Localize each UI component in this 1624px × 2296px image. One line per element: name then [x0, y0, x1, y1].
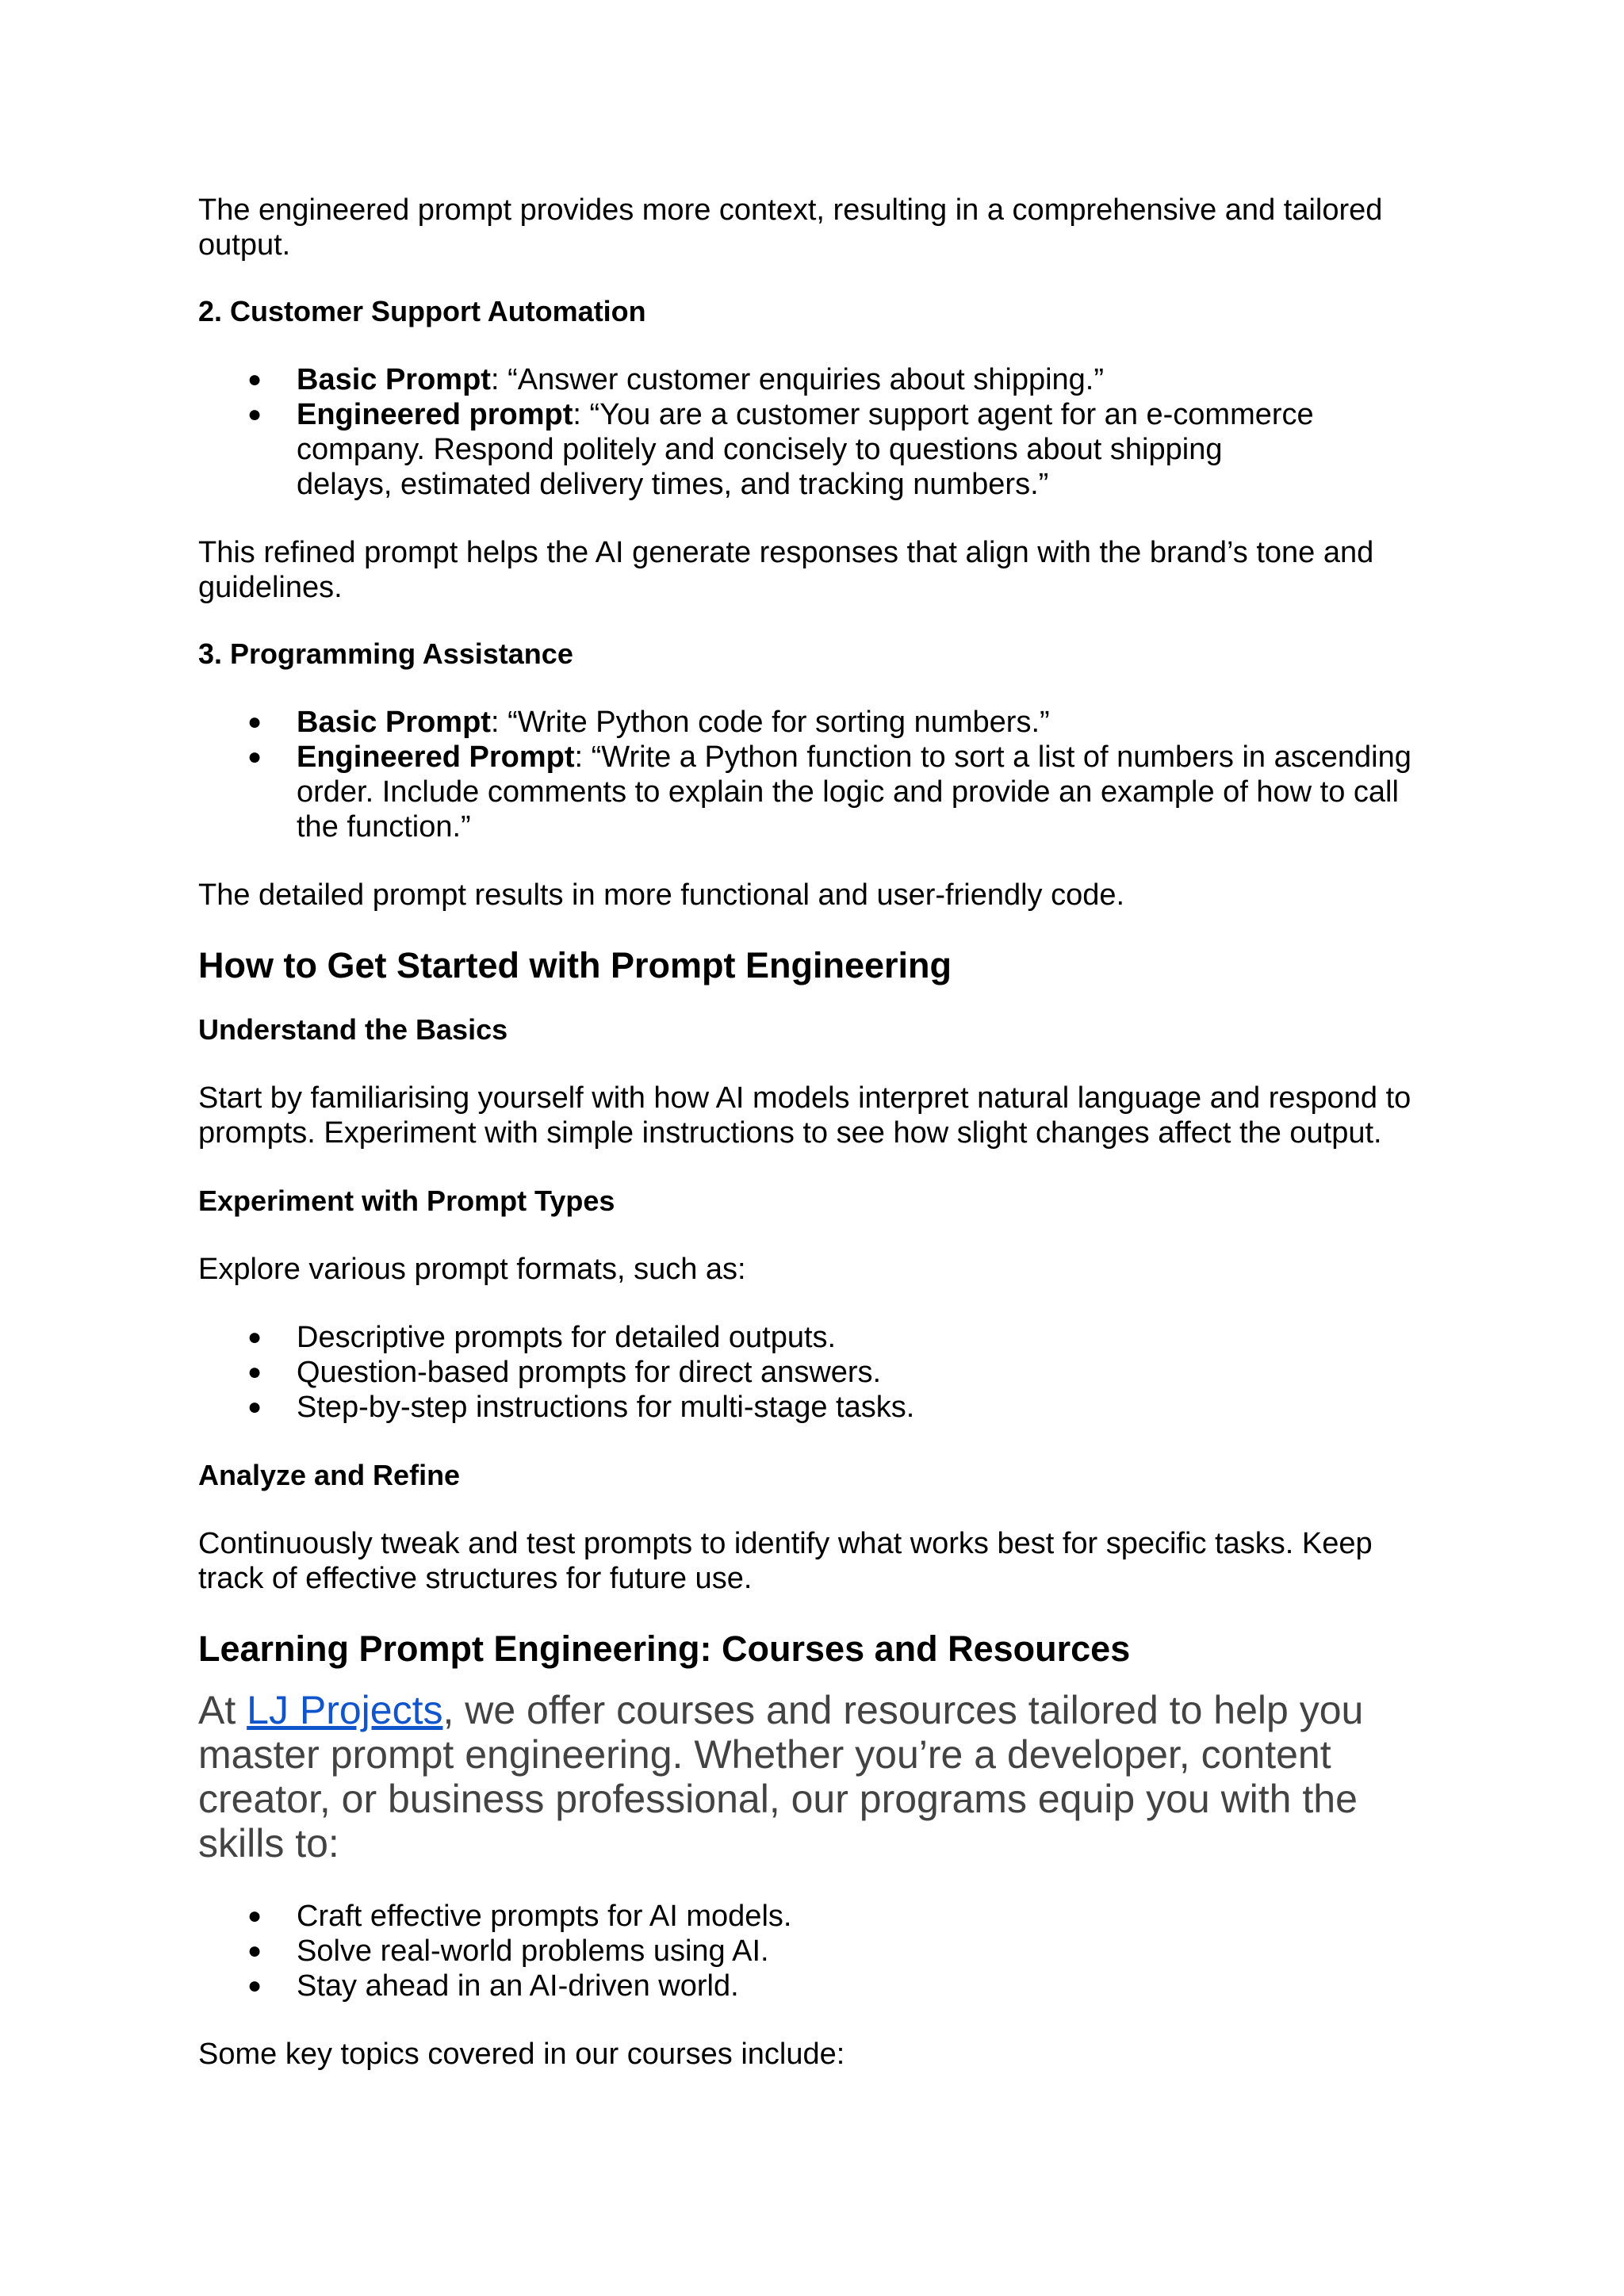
- subheading-analyze-refine: Analyze and Refine: [198, 1459, 461, 1491]
- customer-support-list: [198, 362, 1372, 502]
- item-text: Stay ahead in an AI-driven world.: [297, 1969, 739, 2003]
- bullet-icon: ●: [247, 401, 262, 427]
- item-text: : “Write Python code for sorting numbers.”: [490, 706, 1050, 739]
- list-item: [198, 740, 1435, 844]
- bullet-icon: ●: [247, 744, 262, 770]
- bullet-icon: ●: [247, 1359, 262, 1385]
- item-label: Basic Prompt: [297, 706, 491, 739]
- heading-get-started: How to Get Started with Prompt Engineering: [198, 945, 952, 985]
- bullet-icon: ●: [247, 709, 262, 735]
- topics-intro: Some key topics covered in our courses include:: [198, 2038, 845, 2071]
- intro-suffix: , we offer courses and resources tailored to help you master prompt engineering. Whether you’re a developer, content creator, or business professional, our programs equip you with the skills to:: [198, 1688, 1364, 1866]
- list-item: [198, 1355, 1435, 1390]
- bullet-icon: ●: [247, 1973, 262, 1999]
- bullet-icon: ●: [247, 1324, 262, 1350]
- bullet-icon: ●: [247, 1938, 262, 1964]
- item-text: : “Answer customer enquiries about shipping.”: [490, 363, 1105, 396]
- item-text: : “Write a Python function to sort a list of numbers in ascending order. Include comments to explain the logic and provide an example of how to call the function.”: [297, 740, 1411, 844]
- list-item: [198, 397, 1372, 502]
- skills-list: [198, 1899, 1435, 2003]
- item-label: Engineered prompt: [297, 398, 573, 431]
- intro-paragraph: The engineered prompt provides more context, resulting in a comprehensive and tailored output.: [198, 193, 1383, 262]
- list-item: [198, 1934, 1435, 1969]
- intro-prefix: At: [198, 1688, 247, 1732]
- basics-paragraph: Start by familiarising yourself with how AI models interpret natural language and respond to prompts. Experiment with simple instructions to see how slight changes affect the output.: [198, 1081, 1411, 1150]
- heading-learning: Learning Prompt Engineering: Courses and Resources: [198, 1628, 1131, 1669]
- section-heading-customer-support: 2. Customer Support Automation: [198, 295, 646, 327]
- section-heading-programming: 3. Programming Assistance: [198, 637, 573, 670]
- refine-paragraph: Continuously tweak and test prompts to identify what works best for specific tasks. Keep track of effective structures for future use.: [198, 1527, 1373, 1595]
- list-item: [198, 1390, 1435, 1425]
- bullet-icon: ●: [247, 1394, 262, 1420]
- section2-summary: This refined prompt helps the AI generate responses that align with the brand’s tone and guidelines.: [198, 536, 1374, 604]
- section3-summary: The detailed prompt results in more functional and user-friendly code.: [198, 878, 1125, 912]
- bullet-icon: ●: [247, 1903, 262, 1929]
- item-label: Basic Prompt: [297, 363, 491, 396]
- list-item: [198, 1969, 1435, 2003]
- item-text: Craft effective prompts for AI models.: [297, 1900, 792, 1933]
- item-text: Descriptive prompts for detailed outputs.: [297, 1321, 837, 1354]
- learning-intro: [198, 1688, 1435, 1866]
- item-text: Question-based prompts for direct answers.: [297, 1356, 882, 1389]
- subheading-prompt-types: Experiment with Prompt Types: [198, 1184, 615, 1217]
- document-page: [198, 193, 1435, 2072]
- bullet-icon: ●: [247, 366, 262, 392]
- list-item: [198, 1899, 1435, 1934]
- lj-projects-link[interactable]: LJ Projects: [247, 1688, 443, 1732]
- subheading-basics: Understand the Basics: [198, 1013, 508, 1046]
- prompt-types-intro: Explore various prompt formats, such as:: [198, 1253, 746, 1286]
- list-item: [198, 362, 1372, 397]
- programming-list: [198, 705, 1435, 844]
- item-text: Solve real-world problems using AI.: [297, 1934, 769, 1968]
- list-item: [198, 705, 1435, 740]
- item-text: : “You are a customer support agent for an e-commerce company. Respond politely and concisely to questions about shipping delays, estimated delivery times, and tracking numbers.”: [297, 398, 1314, 501]
- item-label: Engineered Prompt: [297, 740, 575, 774]
- prompt-types-list: [198, 1320, 1435, 1425]
- list-item: [198, 1320, 1435, 1355]
- item-text: Step-by-step instructions for multi-stage tasks.: [297, 1391, 915, 1424]
